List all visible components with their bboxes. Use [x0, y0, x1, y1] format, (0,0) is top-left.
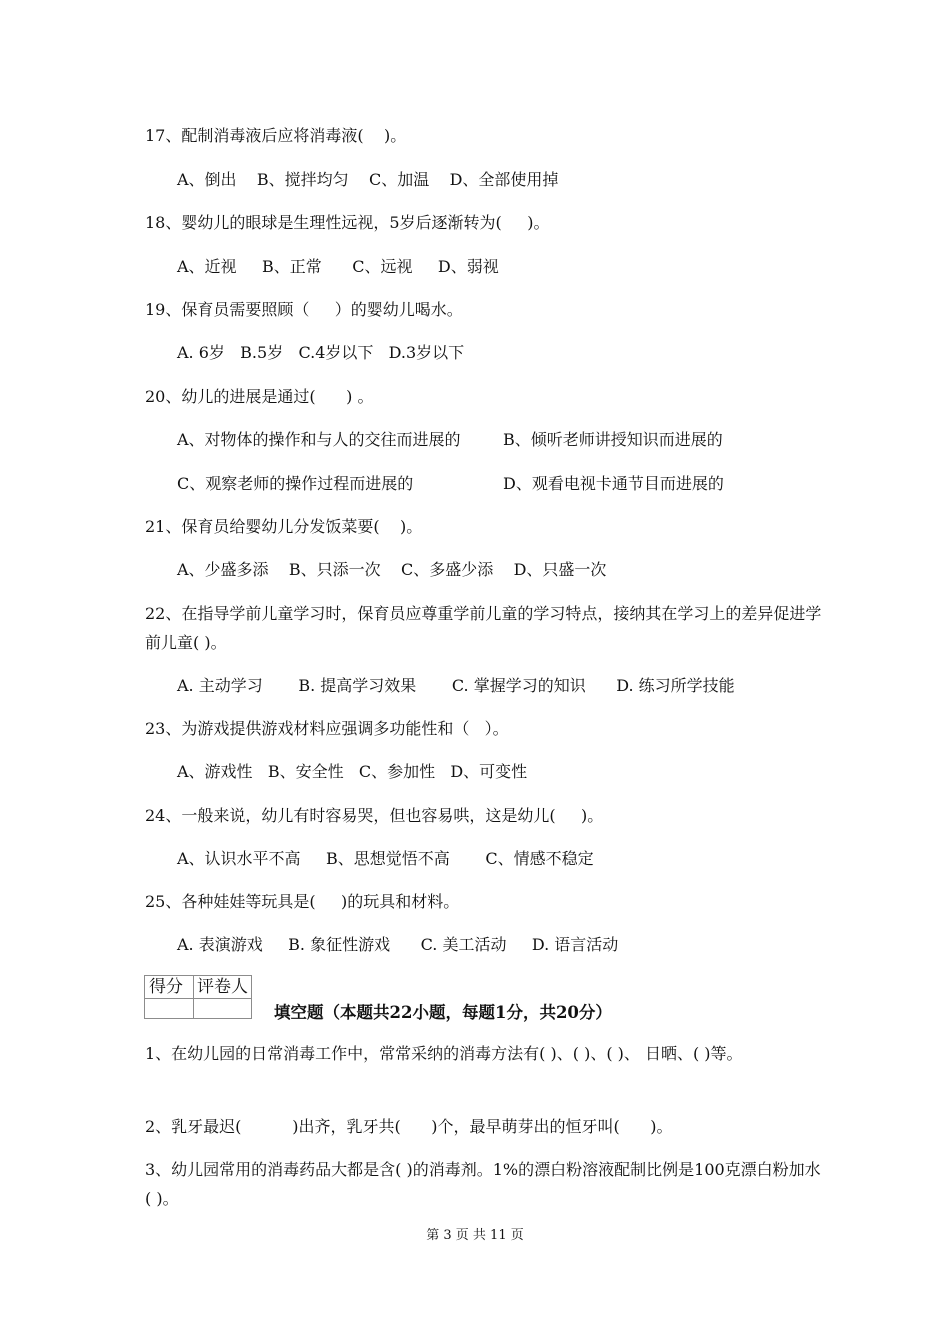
question-22-options: A. 主动学习 B. 提高学习效果 C. 掌握学习的知识 D. 练习所学技能: [177, 676, 735, 695]
fill-blank-1: 1、在幼儿园的日常消毒工作中，常常采纳的消毒方法有( )、( )、( )、 日晒、( )等。: [145, 1044, 743, 1063]
question-17-options: A、倒出 B、搅拌均匀 C、加温 D、全部使用掉: [177, 170, 559, 189]
question-20-option-c: C、观察老师的操作过程而进展的: [177, 474, 414, 493]
question-22-stem: 22、在指导学前儿童学习时，保育员应尊重学前儿童的学习特点，接纳其在学习上的差异促进学前儿童( )。: [145, 604, 822, 652]
question-21-stem: 21、保育员给婴幼儿分发饭菜要( )。: [145, 517, 423, 536]
question-17-stem: 17、配制消毒液后应将消毒液( )。: [145, 126, 407, 145]
score-box-divider-h: [145, 998, 251, 999]
question-18-stem: 18、婴幼儿的眼球是生理性远视，5岁后逐渐转为( )。: [145, 213, 550, 232]
question-25-options: A. 表演游戏 B. 象征性游戏 C. 美工活动 D. 语言活动: [177, 935, 619, 954]
score-label: 得分: [149, 977, 183, 997]
question-24-stem: 24、一般来说，幼儿有时容易哭，但也容易哄，这是幼儿( )。: [145, 806, 604, 825]
section-title: 填空题（本题共22小题，每题1分，共20分）: [274, 1003, 612, 1022]
question-19-options: A. 6岁 B.5岁 C.4岁以下 D.3岁以下: [177, 343, 465, 362]
fill-blank-3: 3、幼儿园常用的消毒药品大都是含( )的消毒剂。1%的漂白粉溶液配制比例是100克漂白粉加水( )。: [145, 1160, 821, 1208]
question-24-options: A、认识水平不高 B、思想觉悟不高 C、情感不稳定: [177, 849, 594, 868]
question-25-stem: 25、各种娃娃等玩具是( )的玩具和材料。: [145, 892, 460, 911]
fill-blank-2: 2、乳牙最迟( )出齐，乳牙共( )个，最早萌芽出的恒牙叫( )。: [145, 1117, 673, 1136]
score-box-divider-v: [193, 976, 194, 1018]
page-footer: 第 3 页 共 11 页: [426, 1228, 524, 1243]
question-18-options: A、近视 B、正常 C、远视 D、弱视: [177, 257, 499, 276]
question-23-options: A、游戏性 B、安全性 C、参加性 D、可变性: [177, 762, 528, 781]
question-20-option-a: A、对物体的操作和与人的交往而进展的: [177, 430, 461, 449]
question-21-options: A、少盛多添 B、只添一次 C、多盛少添 D、只盛一次: [177, 560, 607, 579]
grader-label: 评卷人: [197, 977, 248, 997]
question-19-stem: 19、保育员需要照顾（ ）的婴幼儿喝水。: [145, 300, 463, 319]
question-20-stem: 20、幼儿的进展是通过( ) 。: [145, 387, 374, 406]
question-23-stem: 23、为游戏提供游戏材料应强调多功能性和（ ）。: [145, 719, 509, 738]
score-box: [144, 975, 252, 1019]
question-20-option-d: D、观看电视卡通节目而进展的: [503, 474, 724, 493]
question-20-option-b: B、倾听老师讲授知识而进展的: [503, 430, 723, 449]
